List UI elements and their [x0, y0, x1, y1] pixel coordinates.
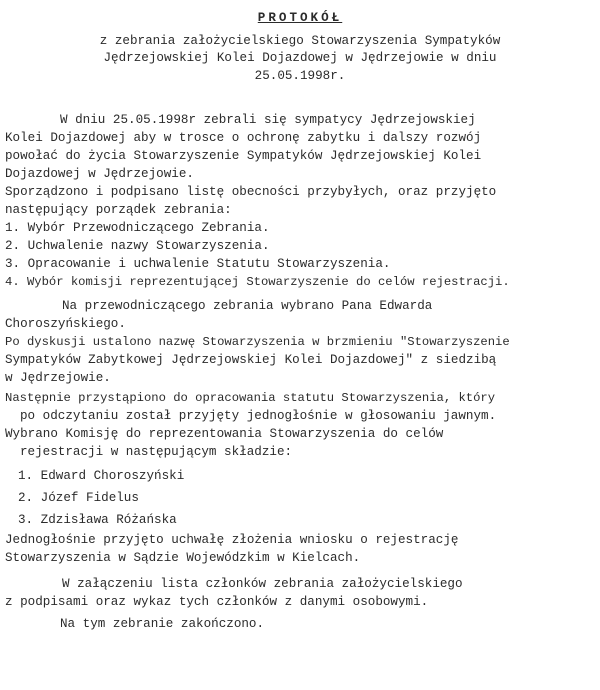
closing-line: Na tym zebranie zakończono. [60, 617, 265, 631]
commission-member-3: 3. Zdzisława Różańska [18, 513, 177, 527]
body-line-16: Następnie przystąpiono do opracowania statutu Stowarzyszenia, który [5, 391, 496, 405]
body-line-3: powołać do życia Stowarzyszenie Sympatyków Jędrzejowskiej Kolei [5, 149, 482, 163]
commission-member-2: 2. Józef Fidelus [18, 491, 139, 505]
body-line-2: Kolei Dojazdowej aby w trosce o ochronę zabytku i dalszy rozwój [5, 131, 482, 145]
body-line-14: Sympatyków Zabytkowej Jędrzejowskiej Kolei Dojazdowej" z siedzibą [5, 353, 497, 367]
body-line-13: Po dyskusji ustalono nazwę Stowarzyszenia w brzmieniu "Stowarzyszenie [5, 335, 510, 349]
header-line-3: 25.05.1998r. [254, 69, 346, 83]
body-line-11: Na przewodniczącego zebrania wybrano Pana Edwarda [62, 299, 433, 313]
body-line-1: W dniu 25.05.1998r zebrali się sympatycy Jędrzejowskiej [60, 113, 476, 127]
commission-member-1: 1. Edward Choroszyński [18, 469, 185, 483]
body-line-23: Jednogłośnie przyjęto uchwałę złożenia wniosku o rejestrację [5, 533, 459, 547]
body-line-26: z podpisami oraz wykaz tych członków z danymi osobowymi. [5, 595, 429, 609]
agenda-item-4: 4. Wybór komisji reprezentującej Stowarzyszenie do celów rejestracji. [5, 275, 510, 289]
header-line-1: z zebrania założycielskiego Stowarzyszenia Sympatyków [99, 34, 501, 48]
body-line-17: po odczytaniu został przyjęty jednogłośnie w głosowaniu jawnym. [20, 409, 497, 423]
header-line-2: Jędrzejowskiej Kolei Dojazdowej w Jędrzejowie w dniu [103, 51, 497, 65]
body-line-4: Dojazdowej w Jędrzejowie. [5, 167, 194, 181]
agenda-item-1: 1. Wybór Przewodniczącego Zebrania. [5, 221, 270, 235]
body-line-12: Choroszyńskiego. [5, 317, 126, 331]
agenda-item-3: 3. Opracowanie i uchwalenie Statutu Stowarzyszenia. [5, 257, 391, 271]
body-line-6: następujący porządek zebrania: [5, 203, 232, 217]
body-line-24: Stowarzyszenia w Sądzie Wojewódzkim w Kielcach. [5, 551, 361, 565]
body-line-5: Sporządzono i podpisano listę obecności przybyłych, oraz przyjęto [5, 185, 497, 199]
body-line-25: W załączeniu lista członków zebrania założycielskiego [62, 577, 463, 591]
body-line-19: rejestracji w następującym składzie: [20, 445, 293, 459]
body-line-18: Wybrano Komisję do reprezentowania Stowarzyszenia do celów [5, 427, 444, 441]
agenda-item-2: 2. Uchwalenie nazwy Stowarzyszenia. [5, 239, 270, 253]
body-line-15: w Jędrzejowie. [5, 371, 111, 385]
document-title: PROTOKÓŁ [257, 11, 343, 25]
